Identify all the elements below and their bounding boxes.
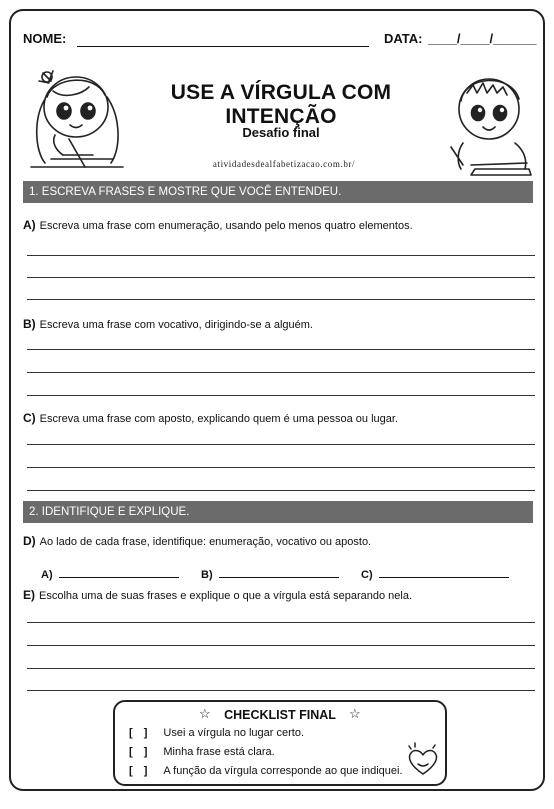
answer-line[interactable] [27,668,535,669]
page-title: USE A VÍRGULA COM INTENÇÃO [170,81,392,128]
question-b-text: Escreva uma frase com vocativo, dirigindo-se a alguém. [39,319,313,331]
checklist-item[interactable] [129,765,403,777]
blank-b-label: B) [201,569,213,581]
checkbox[interactable]: [ ] [129,746,152,758]
question-c-letter: C) [23,411,36,425]
answer-line[interactable] [27,372,535,373]
blank-b [201,567,339,581]
site-url: atividadesdealfabetizacao.com.br/ [212,159,356,169]
heart-icon [405,742,441,780]
girl-illustration [23,59,131,173]
boy-illustration [441,65,535,181]
answer-line[interactable] [27,622,535,623]
question-d-letter: D) [23,534,36,548]
question-a-text: Escreva uma frase com enumeração, usando pelo menos quatro elementos. [39,220,413,232]
question-a-letter: A) [23,218,36,232]
star-icon: ☆ [199,706,211,721]
answer-line[interactable] [27,299,535,300]
question-d-text: Ao lado de cada frase, identifique: enumeração, vocativo ou aposto. [39,536,372,548]
blank-a-label: A) [41,569,53,581]
checklist-item-text: Minha frase está clara. [163,746,275,758]
question-e [23,588,412,602]
blank-a-field[interactable] [59,567,179,578]
worksheet-page [9,9,545,791]
section2-heading: 2. IDENTIFIQUE E EXPLIQUE. [23,501,533,523]
answer-line[interactable] [27,444,535,445]
question-e-text: Escolha uma de suas frases e explique o que a vírgula está separando nela. [39,590,413,602]
question-b [23,317,313,331]
name-label: NOME: [23,31,67,46]
blank-b-field[interactable] [219,567,339,578]
checklist-item[interactable] [129,746,275,758]
star-icon: ☆ [349,706,361,721]
answer-line[interactable] [27,395,535,396]
checkbox[interactable]: [ ] [129,765,152,777]
question-e-letter: E) [23,588,35,602]
question-b-letter: B) [23,317,36,331]
answer-line[interactable] [27,467,535,468]
answer-line[interactable] [27,255,535,256]
blank-c [361,567,509,581]
checkbox[interactable]: [ ] [129,727,152,739]
name-field[interactable] [77,46,369,47]
question-a [23,218,413,232]
header-row [23,31,537,53]
checklist-title: CHECKLIST FINAL [224,708,336,722]
section1-heading: 1. ESCREVA FRASES E MOSTRE QUE VOCÊ ENTENDEU. [23,181,533,203]
checklist-item-text: A função da vírgula corresponde ao que indiquei. [163,765,403,777]
checklist-item[interactable] [129,727,304,739]
question-c [23,411,398,425]
checklist-item-text: Usei a vírgula no lugar certo. [163,727,305,739]
answer-line[interactable] [27,645,535,646]
answer-line[interactable] [27,349,535,350]
page-subtitle: Desafio final [242,125,320,140]
checklist-box [113,700,447,786]
question-d [23,534,371,548]
date-field[interactable]: ____/____/______ [428,31,537,46]
blank-c-field[interactable] [379,567,509,578]
question-c-text: Escreva uma frase com aposto, explicando quem é uma pessoa ou lugar. [39,413,398,425]
blank-c-label: C) [361,569,373,581]
date-label: DATA: [384,31,423,46]
answer-line[interactable] [27,277,535,278]
blank-a [41,567,179,581]
answer-line[interactable] [27,690,535,691]
answer-line[interactable] [27,490,535,491]
